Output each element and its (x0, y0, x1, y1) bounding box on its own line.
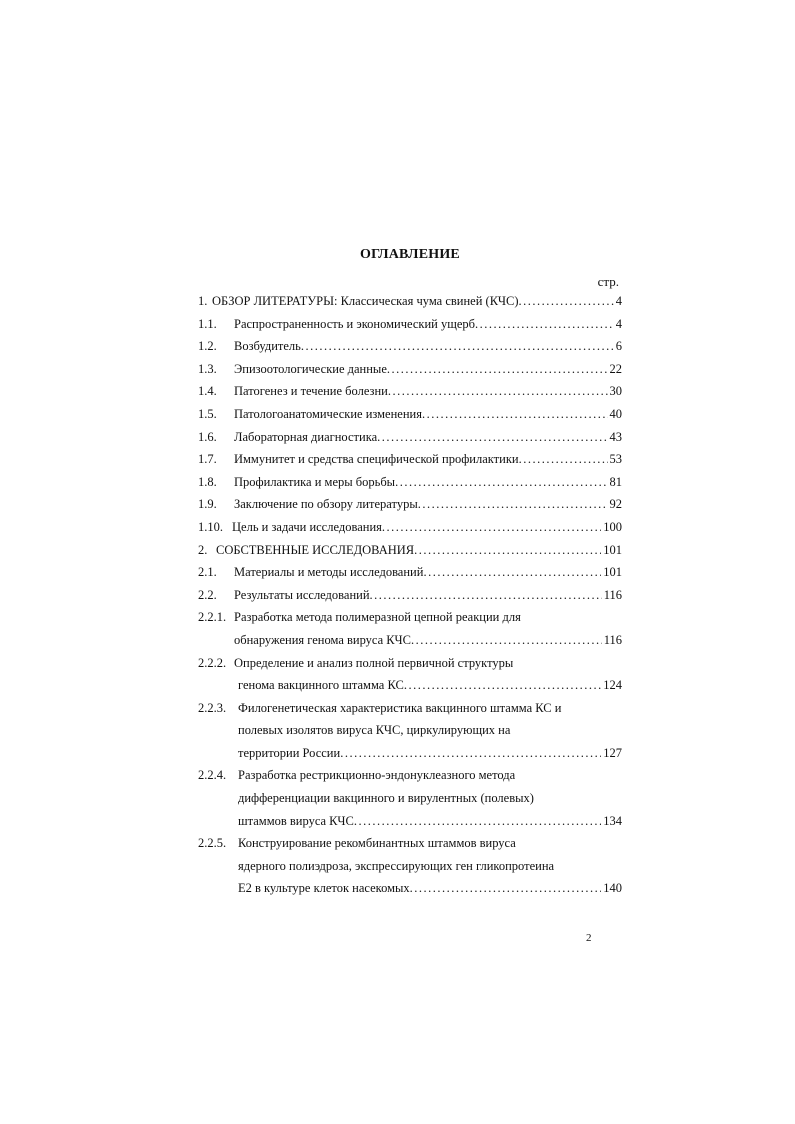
toc-entry-title: Лабораторная диагностика (234, 429, 378, 444)
toc-entry-page: 101 (603, 542, 622, 557)
toc-entry-page: 124 (603, 678, 622, 693)
toc-entry[interactable] (198, 561, 622, 584)
toc-entry[interactable] (198, 493, 622, 516)
toc-leader (377, 426, 607, 449)
toc-entry-title-line: Филогенетическая характеристика вакцинного штамма КС и (238, 700, 562, 715)
toc-leader (382, 516, 601, 539)
toc-leader (370, 584, 602, 607)
toc-leader (410, 877, 602, 900)
toc-entry-number: 1.8. (198, 474, 217, 489)
toc-entry-title: Распространенность и экономический ущерб (234, 316, 475, 331)
toc-entry-title-line: Е2 в культуре клеток насекомых (238, 881, 410, 896)
table-of-contents (198, 290, 622, 900)
toc-entry-title-line: генома вакцинного штамма КС (238, 678, 404, 693)
toc-entry-number: 2.2.5. (198, 836, 227, 851)
toc-entry[interactable] (198, 516, 622, 539)
toc-entry-number: 2.1. (198, 565, 217, 580)
toc-leader (414, 539, 601, 562)
toc-leader (301, 335, 614, 358)
toc-entry-number: 2.2.3. (198, 700, 227, 715)
toc-entry-title-line: штаммов вируса КЧС (238, 813, 354, 828)
toc-entry[interactable] (198, 539, 622, 562)
toc-entry[interactable] (198, 403, 622, 426)
toc-entry-page: 53 (609, 452, 622, 467)
toc-entry[interactable] (198, 335, 622, 358)
toc-leader (395, 471, 607, 494)
toc-entry-page: 127 (603, 745, 622, 760)
toc-leader (388, 380, 608, 403)
toc-entry-title: СОБСТВЕННЫЕ ИССЛЕДОВАНИЯ (216, 542, 415, 557)
toc-entry-number: 1.3. (198, 361, 217, 376)
toc-entry[interactable] (198, 448, 622, 471)
toc-entry-number: 2.2. (198, 587, 217, 602)
toc-entry-multiline[interactable] (198, 764, 622, 787)
toc-entry-title: Профилактика и меры борьбы (234, 474, 396, 489)
toc-entry-title-line: Разработка рестрикционно-эндонуклеазного метода (238, 768, 516, 783)
toc-entry-title-line: дифференциации вакцинного и вирулентных (полевых) (238, 791, 534, 806)
toc-entry-title-line: территории России (238, 745, 341, 760)
toc-entry-title-line: полевых изолятов вируса КЧС, циркулирующих на (238, 723, 511, 738)
toc-entry-title: Патогенез и течение болезни (234, 384, 388, 399)
toc-entry-title: Иммунитет и средства специфической профилактики (234, 452, 519, 467)
toc-entry-title: Патологоанатомические изменения (234, 406, 422, 421)
toc-entry-title: ОБЗОР ЛИТЕРАТУРЫ: Классическая чума свиней (КЧС) (212, 294, 519, 308)
toc-entry[interactable] (198, 584, 622, 607)
toc-entry-number: 1.5. (198, 406, 217, 421)
toc-leader (340, 742, 601, 765)
toc-leader (475, 313, 614, 336)
toc-entry-number: 2. (198, 542, 208, 557)
toc-entry-title: Заключение по обзору литературы (234, 497, 418, 512)
toc-entry-number: 1.6. (198, 429, 217, 444)
toc-entry-page: 30 (609, 384, 622, 399)
toc-entry-page: 116 (603, 632, 622, 647)
toc-entry[interactable] (198, 313, 622, 336)
toc-entry-page: 100 (603, 519, 622, 534)
toc-entry-page: 92 (609, 497, 622, 512)
toc-entry-page: 101 (603, 565, 622, 580)
toc-entry-title: Результаты исследований (234, 587, 370, 602)
page-column-label: стр. (597, 274, 619, 289)
toc-entry-page: 4 (615, 316, 622, 331)
toc-leader (387, 358, 608, 381)
page-number: 2 (586, 932, 592, 944)
toc-entry-title-line: обнаружения генома вируса КЧС (234, 632, 411, 647)
toc-entry-page: 6 (615, 339, 622, 354)
toc-entry-title: Возбудитель (234, 339, 301, 354)
toc-entry-multiline[interactable] (198, 832, 622, 855)
toc-entry[interactable] (198, 426, 622, 449)
toc-entry[interactable] (198, 290, 622, 313)
toc-entry-page: 4 (615, 294, 622, 308)
toc-entry-number: 1.9. (198, 497, 217, 512)
toc-entry-title-line: Определение и анализ полной первичной структуры (234, 655, 514, 670)
toc-entry-page: 40 (609, 406, 622, 421)
toc-leader (404, 674, 601, 697)
toc-entry-page: 22 (609, 361, 622, 376)
toc-entry-page: 134 (603, 813, 622, 828)
toc-entry-multiline[interactable] (198, 697, 622, 720)
toc-leader (411, 629, 602, 652)
toc-entry-number: 2.2.1. (198, 610, 227, 625)
toc-entry-title: Цель и задачи исследования (232, 519, 382, 534)
toc-entry[interactable] (198, 358, 622, 381)
toc-leader (423, 561, 601, 584)
toc-entry-number: 1.7. (198, 452, 217, 467)
toc-entry-number: 1.2. (198, 339, 217, 354)
toc-entry-page: 81 (609, 474, 622, 489)
toc-entry-page: 140 (603, 881, 622, 896)
toc-entry-number: 1.10. (198, 519, 223, 534)
toc-entry-number: 2.2.2. (198, 655, 227, 670)
toc-leader (422, 403, 608, 426)
toc-entry-page: 116 (603, 587, 622, 602)
toc-entry-title-line: ядерного полиэдроза, экспрессирующих ген гликопротеина (238, 858, 555, 873)
toc-leader (418, 493, 608, 516)
toc-entry[interactable] (198, 471, 622, 494)
toc-entry-multiline[interactable] (198, 652, 622, 675)
toc-entry-title-line: Конструирование рекомбинантных штаммов вируса (238, 836, 516, 851)
toc-entry-number: 1.4. (198, 384, 217, 399)
page-title: ОГЛАВЛЕНИЕ (360, 247, 460, 262)
toc-leader (519, 448, 608, 471)
toc-entry-multiline[interactable] (198, 606, 622, 629)
toc-entry-title-line: Разработка метода полимеразной цепной реакции для (234, 610, 521, 625)
toc-entry-number: 1. (198, 294, 208, 308)
toc-entry-title: Материалы и методы исследований (234, 565, 424, 580)
toc-entry-page: 43 (609, 429, 622, 444)
toc-leader (519, 290, 614, 313)
toc-entry-number: 2.2.4. (198, 768, 227, 783)
toc-entry-number: 1.1. (198, 316, 217, 331)
toc-entry-title: Эпизоотологические данные (234, 361, 387, 376)
toc-leader (354, 810, 601, 833)
toc-entry[interactable] (198, 380, 622, 403)
